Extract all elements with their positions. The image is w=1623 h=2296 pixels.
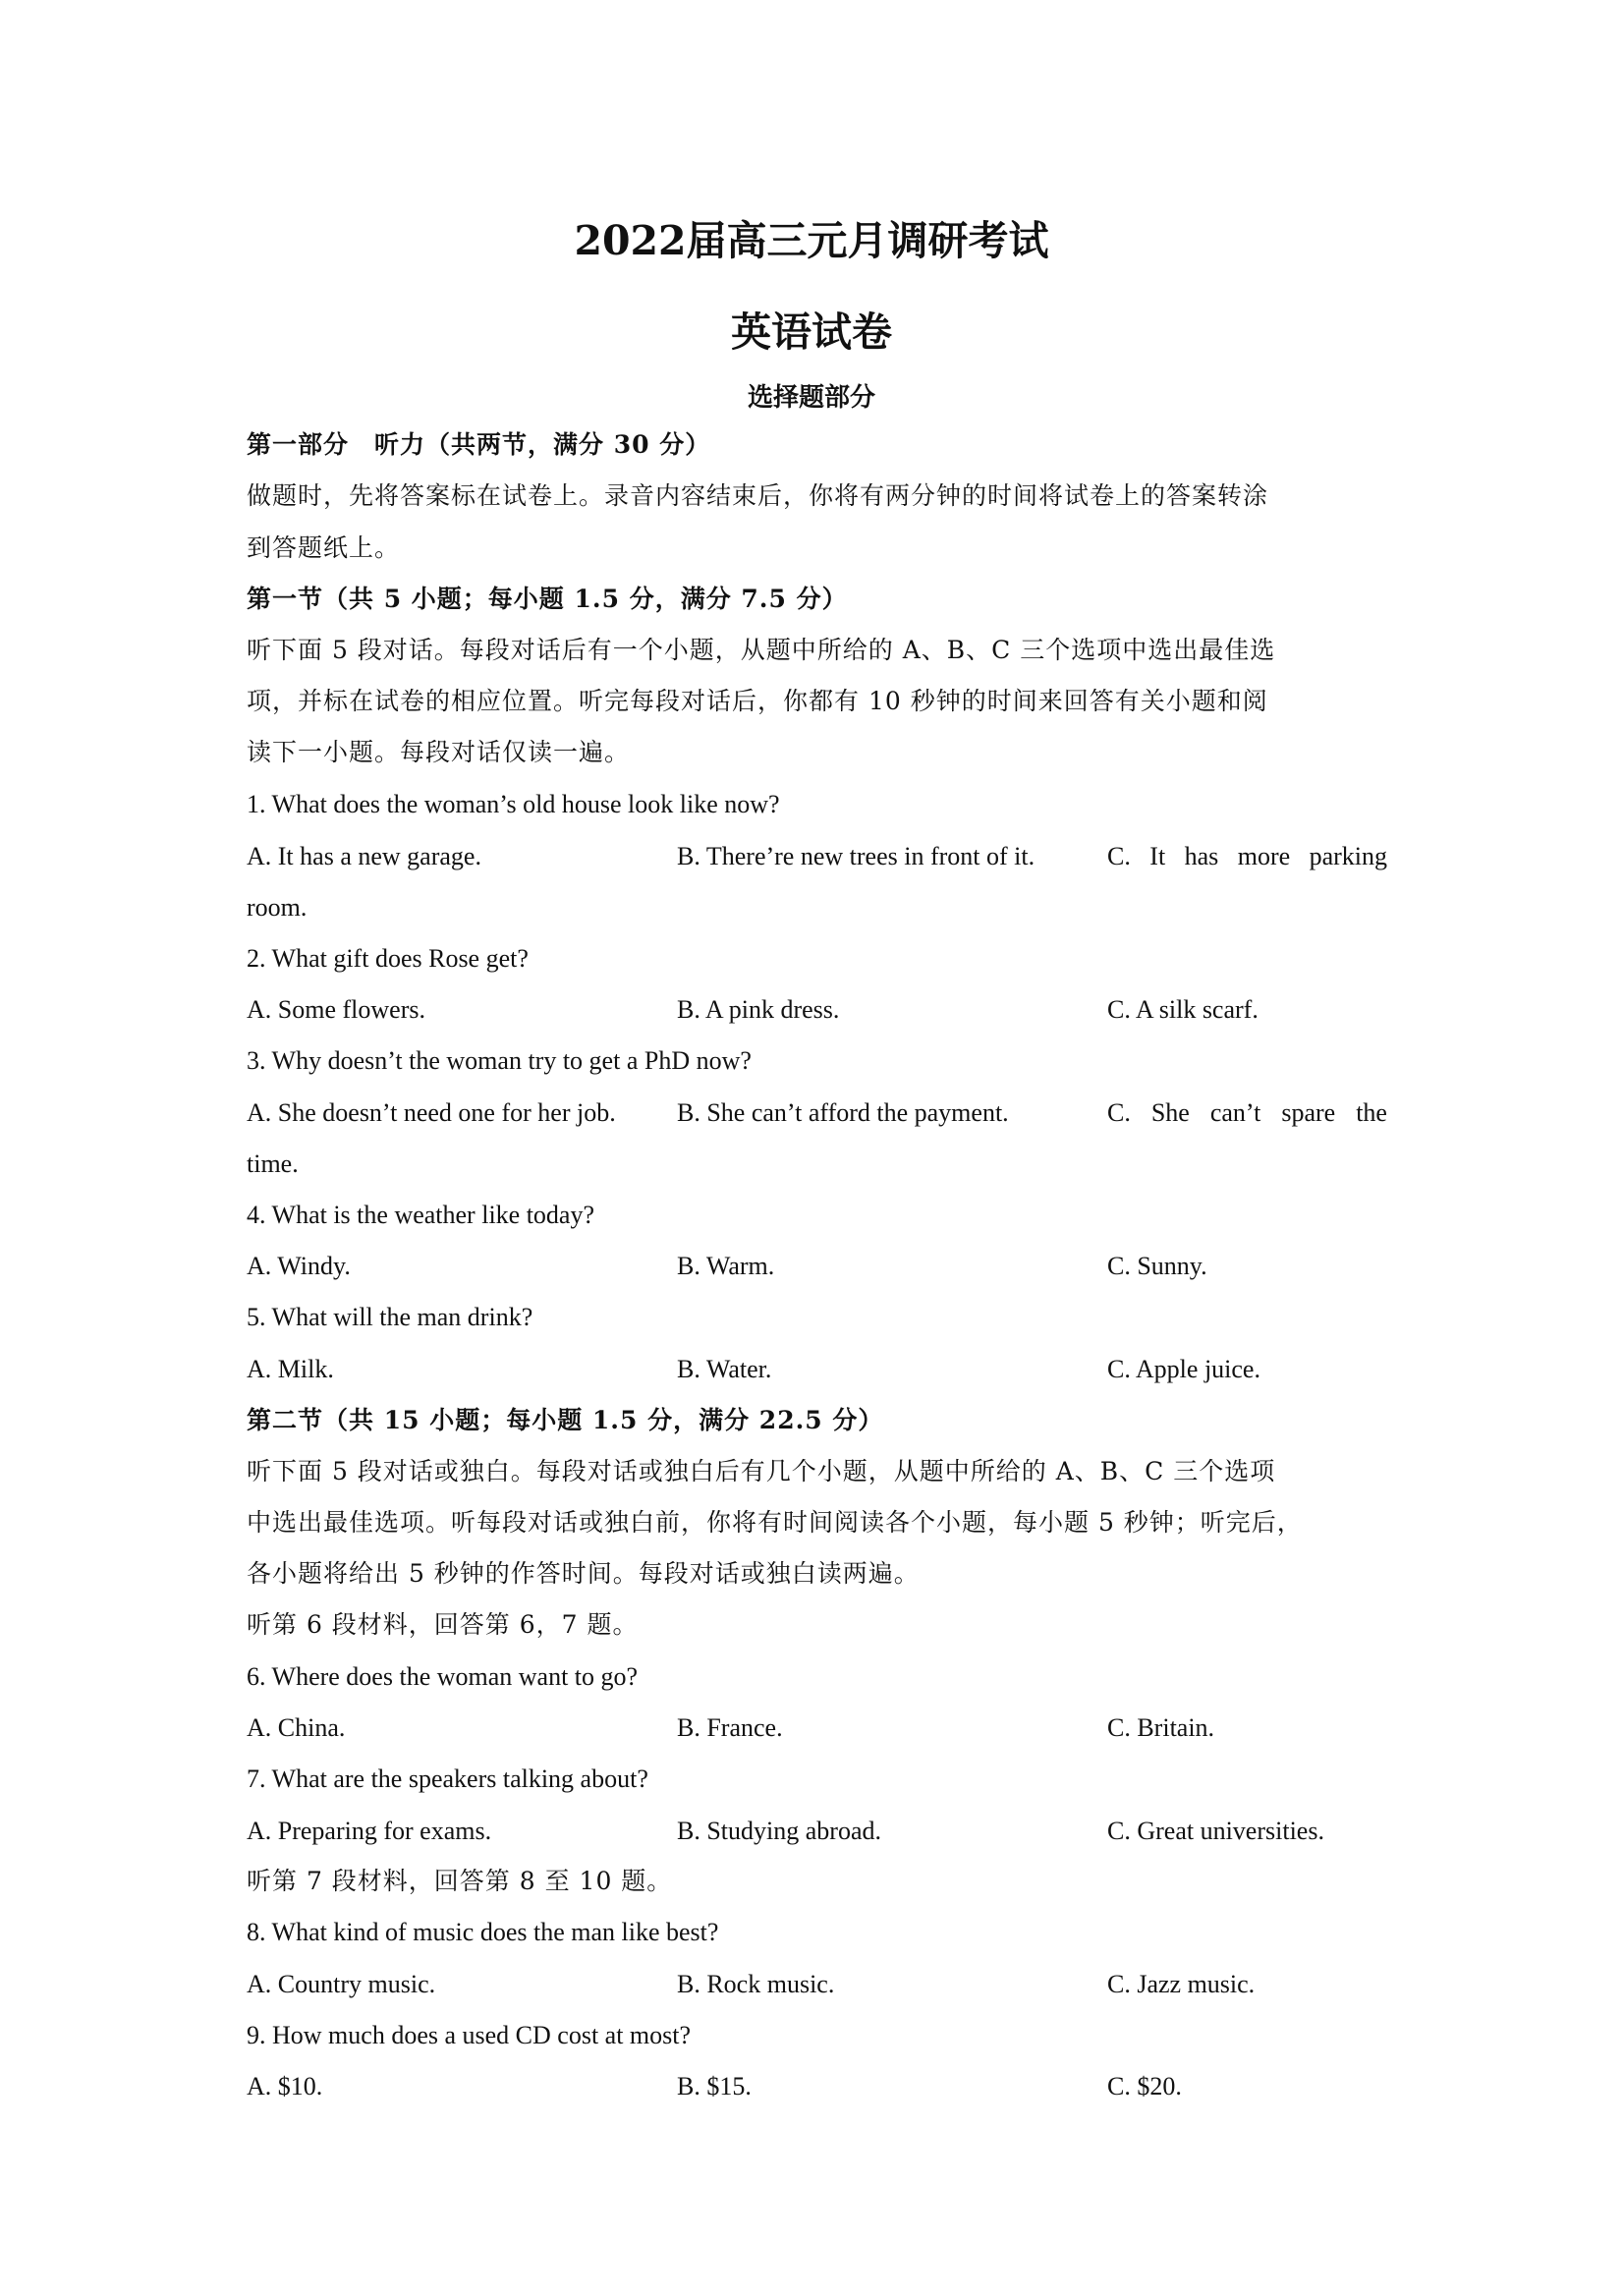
part1-instruction-line: 到答题纸上。 xyxy=(247,533,401,562)
option-b: B. Water. xyxy=(677,1355,772,1383)
section1-instruction-line: 听下面 5 段对话。每段对话后有一个小题，从题中所给的 A、B、C 三个选项中选出最佳选 xyxy=(247,636,1276,664)
option-word: parking xyxy=(1309,842,1387,870)
option-a: A. Windy. xyxy=(247,1252,351,1280)
option-b: B. $15. xyxy=(677,2072,752,2100)
option-word: the xyxy=(1356,1098,1387,1127)
option-a: A. Preparing for exams. xyxy=(247,1817,492,1845)
section2-instruction-line: 各小题将给出 5 秒钟的作答时间。每段对话或独白读两遍。 xyxy=(247,1559,920,1588)
option-b: B. Rock music. xyxy=(677,1970,835,1998)
option-c: C. $20. xyxy=(1107,2072,1182,2100)
question-stem: 5. What will the man drink? xyxy=(247,1303,533,1331)
question-stem: 3. Why doesn’t the woman try to get a PhD now? xyxy=(247,1046,752,1075)
option-a: A. Country music. xyxy=(247,1970,436,1998)
part1-heading: 第一部分 听力（共两节，满分 30 分） xyxy=(247,430,711,459)
question-stem: 4. What is the weather like today? xyxy=(247,1201,595,1229)
option-b: B. She can’t afford the payment. xyxy=(677,1098,1009,1127)
option-c: C. Apple juice. xyxy=(1107,1355,1260,1383)
option-word: C. xyxy=(1107,1098,1131,1127)
question-stem: 7. What are the speakers talking about? xyxy=(247,1764,648,1793)
option-c: C. Britain. xyxy=(1107,1713,1215,1742)
material-note: 听第 6 段材料，回答第 6，7 题。 xyxy=(247,1610,639,1639)
section-label: 选择题部分 xyxy=(747,383,875,413)
option-word: C. xyxy=(1107,842,1131,870)
option-a: A. Some flowers. xyxy=(247,995,425,1024)
option-word: can’t xyxy=(1209,1098,1261,1127)
option-c-continuation: time. xyxy=(247,1149,299,1178)
section1-instruction-line: 读下一小题。每段对话仅读一遍。 xyxy=(247,738,631,766)
option-a: A. $10. xyxy=(247,2072,323,2100)
option-a: A. China. xyxy=(247,1713,346,1742)
section2-instruction-line: 听下面 5 段对话或独白。每段对话或独白后有几个小题，从题中所给的 A、B、C 三个选项 xyxy=(247,1457,1276,1485)
option-b: B. Warm. xyxy=(677,1252,775,1280)
option-c: C. Great universities. xyxy=(1107,1817,1324,1845)
option-c: C. A silk scarf. xyxy=(1107,995,1259,1024)
option-b: B. France. xyxy=(677,1713,783,1742)
question-stem: 9. How much does a used CD cost at most? xyxy=(247,2021,692,2049)
option-c xyxy=(1107,1096,1387,1130)
option-word: spare xyxy=(1281,1098,1336,1127)
section2-heading: 第二节（共 15 小题；每小题 1.5 分，满分 22.5 分） xyxy=(247,1406,884,1434)
option-b: B. A pink dress. xyxy=(677,995,840,1024)
question-stem: 6. Where does the woman want to go? xyxy=(247,1662,639,1691)
option-word: has xyxy=(1184,842,1219,870)
option-word: She xyxy=(1150,1098,1190,1127)
option-word: more xyxy=(1237,842,1291,870)
option-c-continuation: room. xyxy=(247,893,308,922)
option-c: C. Jazz music. xyxy=(1107,1970,1256,1998)
option-b: B. There’re new trees in front of it. xyxy=(677,842,1035,870)
question-stem: 2. What gift does Rose get? xyxy=(247,944,529,973)
material-note: 听第 7 段材料，回答第 8 至 10 题。 xyxy=(247,1867,673,1895)
option-c: C. Sunny. xyxy=(1107,1252,1207,1280)
part1-instruction-line: 做题时，先将答案标在试卷上。录音内容结束后，你将有两分钟的时间将试卷上的答案转涂 xyxy=(247,481,1269,510)
section1-instruction-line: 项，并标在试卷的相应位置。听完每段对话后，你都有 10 秒钟的时间来回答有关小题和阅 xyxy=(247,687,1268,715)
question-stem: 8. What kind of music does the man like best? xyxy=(247,1918,719,1946)
option-b: B. Studying abroad. xyxy=(677,1817,881,1845)
exam-title: 2022届高三元月调研考试 xyxy=(574,217,1049,264)
option-a: A. Milk. xyxy=(247,1355,334,1383)
option-a: A. It has a new garage. xyxy=(247,842,481,870)
section1-heading: 第一节（共 5 小题；每小题 1.5 分，满分 7.5 分） xyxy=(247,585,848,613)
exam-subtitle: 英语试卷 xyxy=(731,308,892,356)
section2-instruction-line: 中选出最佳选项。听每段对话或独白前，你将有时间阅读各个小题，每小题 5 秒钟；听完后， xyxy=(247,1508,1303,1537)
option-a: A. She doesn’t need one for her job. xyxy=(247,1098,616,1127)
option-word: It xyxy=(1149,842,1166,870)
option-c xyxy=(1107,840,1387,873)
question-stem: 1. What does the woman’s old house look like now? xyxy=(247,790,780,818)
